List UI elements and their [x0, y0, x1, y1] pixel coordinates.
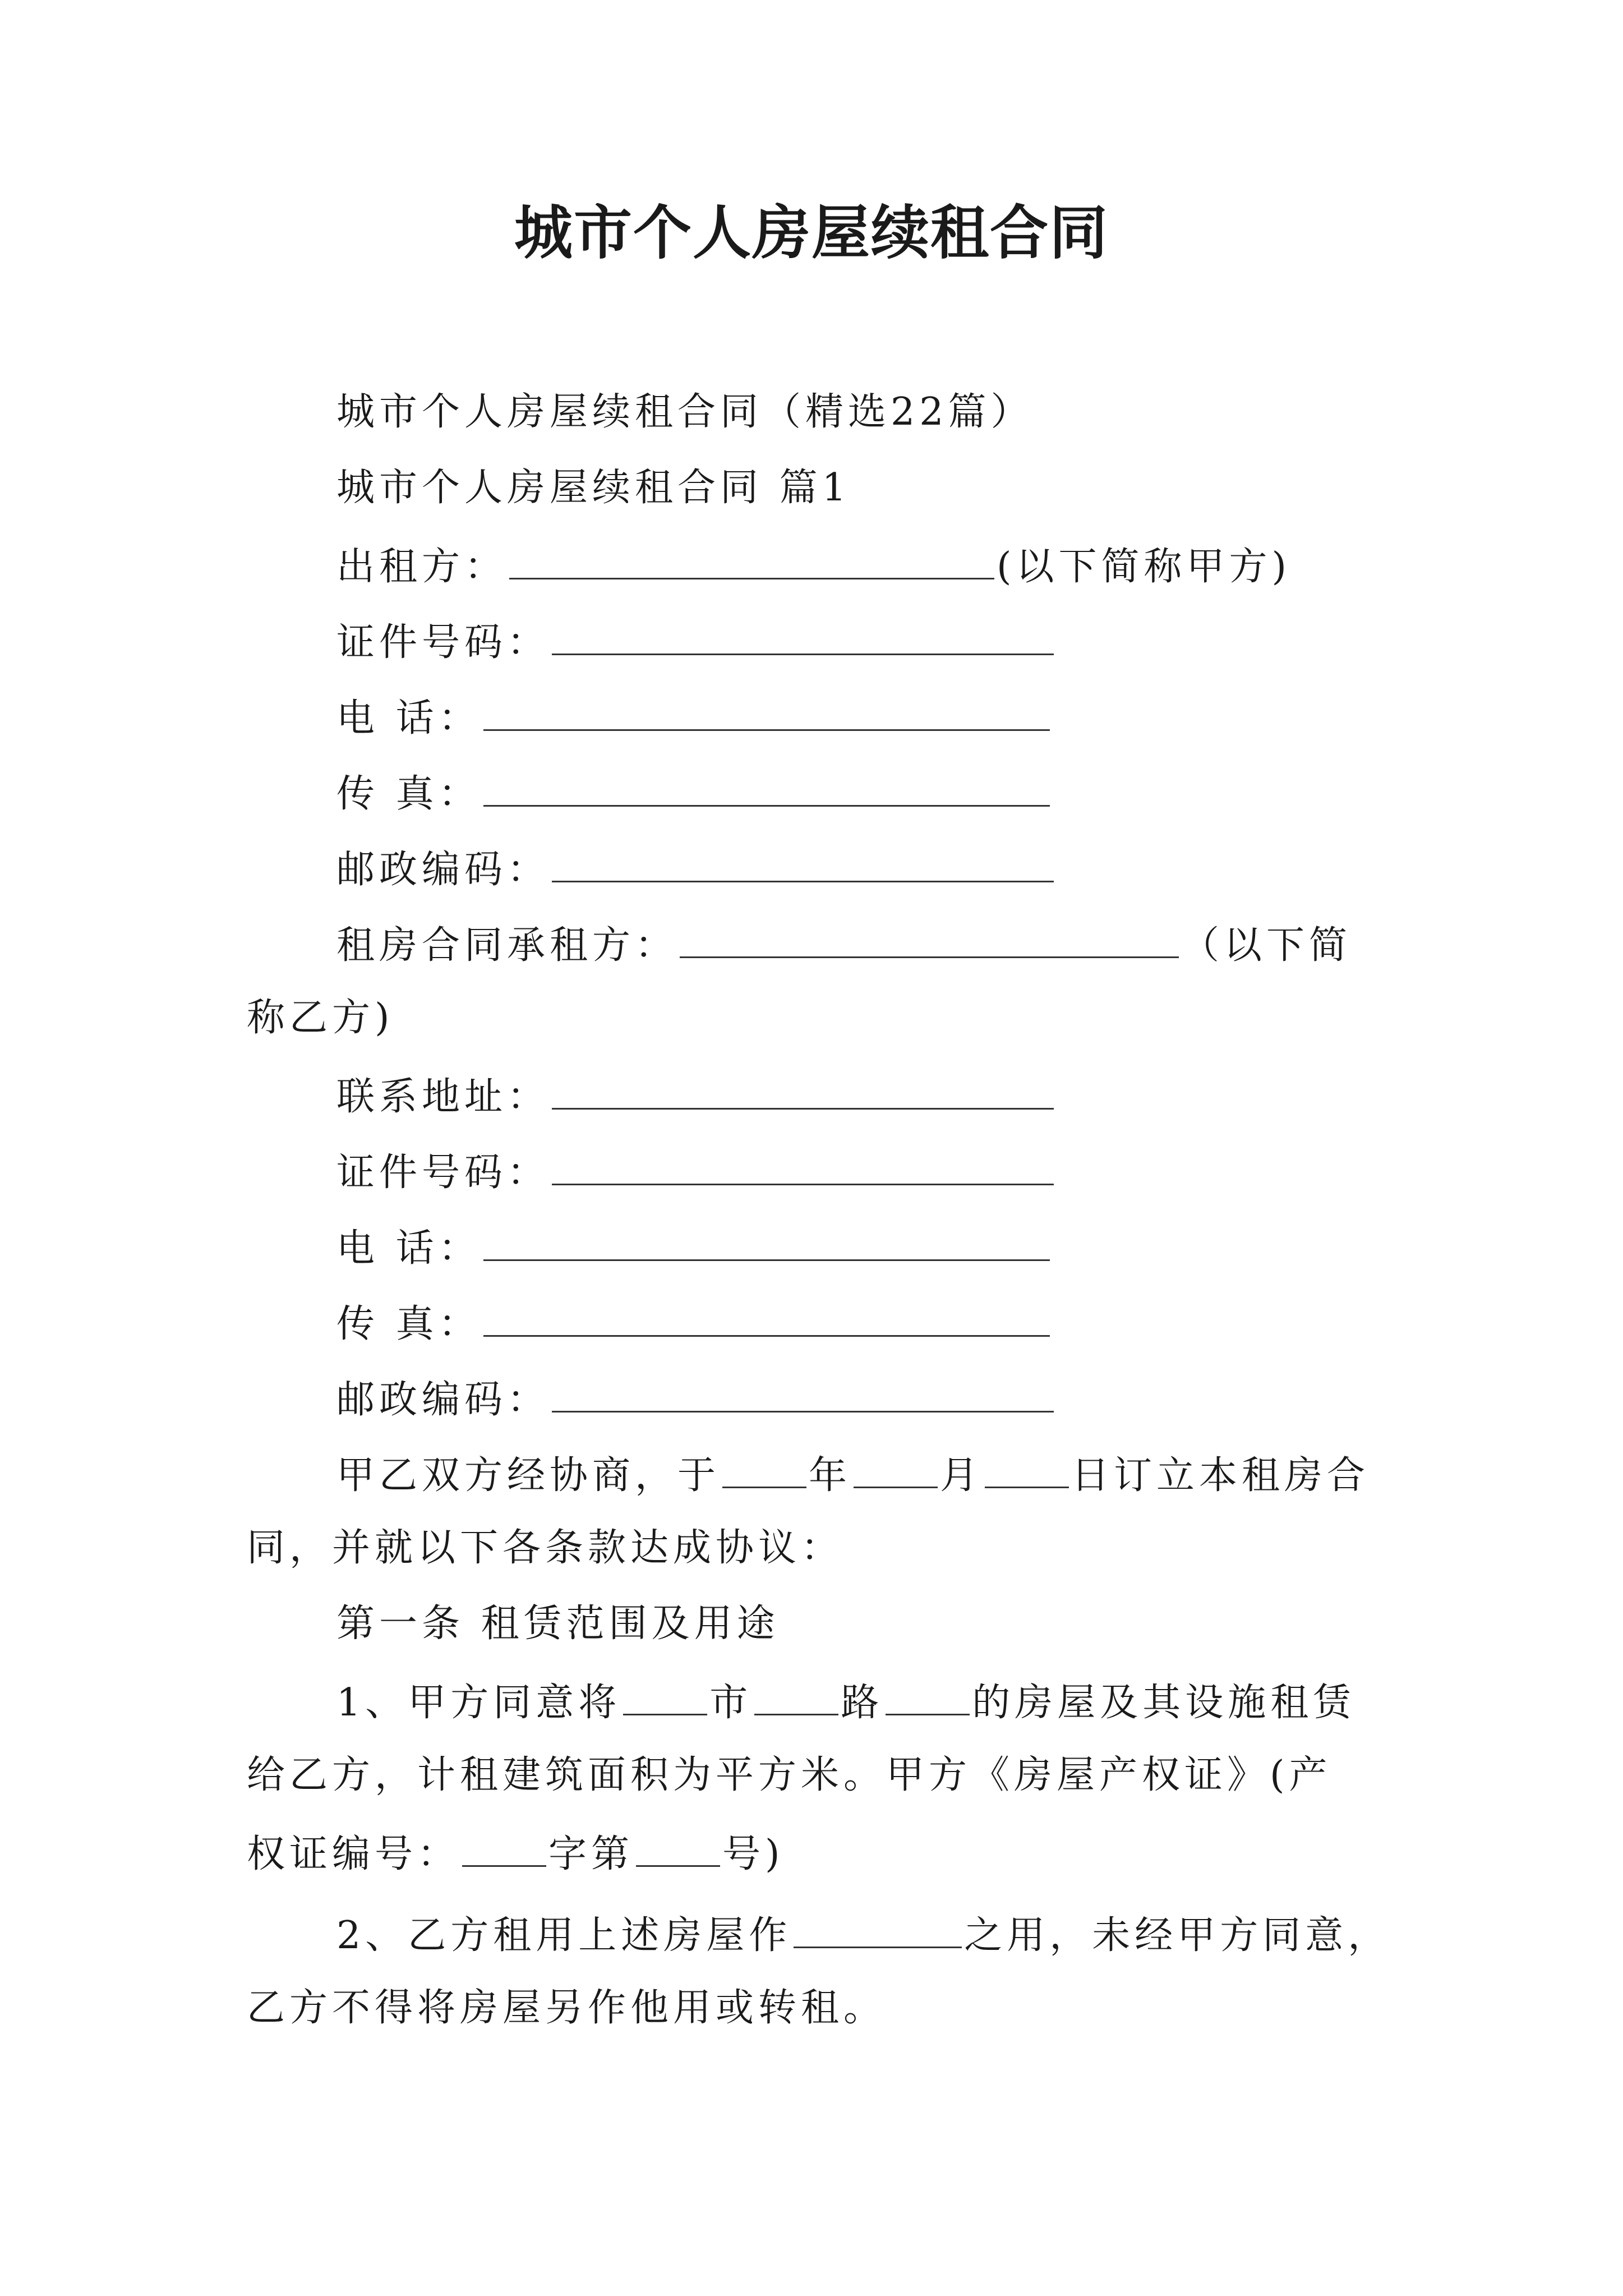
lessee-fax-label: 传 真： — [336, 1302, 481, 1346]
article1-item1-line3 — [247, 1826, 785, 1880]
lessor-id-blank — [552, 614, 1054, 655]
lessor-label: 出租方： — [336, 545, 508, 589]
lessor-id-line — [336, 614, 1056, 668]
number-blank — [886, 1674, 970, 1715]
road-blank — [754, 1674, 838, 1715]
item2-rest: 之用，未经甲方同意， — [964, 1913, 1391, 1958]
lessor-suffix: (以下简称甲方) — [997, 545, 1292, 589]
document-title: 城市个人房屋续租合同 — [514, 199, 1109, 267]
year-label: 年 — [809, 1453, 852, 1498]
lessor-id-label: 证件号码： — [336, 620, 550, 665]
month-label: 月 — [940, 1453, 983, 1498]
lessor-postal-label: 邮政编码： — [336, 848, 550, 892]
cert-no-label: 号) — [722, 1832, 785, 1876]
lessee-postal-blank — [552, 1372, 1054, 1412]
lessee-suffix-part2: 称乙方) — [247, 996, 394, 1040]
article1-item1-line1 — [336, 1674, 1355, 1728]
lessee-address-line — [336, 1069, 1056, 1122]
lessee-phone-blank — [483, 1220, 1050, 1261]
lessee-postal-line — [336, 1372, 1056, 1425]
lessor-fax-blank — [483, 766, 1050, 807]
city-label: 市 — [709, 1681, 753, 1725]
lessee-name-blank — [680, 917, 1179, 958]
cert-no-blank — [636, 1826, 720, 1867]
lessor-phone-label: 电 话： — [336, 696, 481, 740]
agreement-line-2: 同，并就以下各条款达成协议： — [247, 1526, 844, 1570]
lessee-label: 租房合同承租方： — [336, 923, 678, 968]
city-blank — [623, 1674, 707, 1715]
lessee-id-label: 证件号码： — [336, 1151, 550, 1195]
cert-char-blank — [462, 1826, 546, 1867]
lessee-address-label: 联系地址： — [336, 1075, 550, 1119]
item1-text: 1、甲方同意将 — [336, 1681, 621, 1725]
usage-blank — [794, 1907, 962, 1948]
lessee-suffix-part1: （以下简 — [1181, 923, 1352, 968]
lessee-id-line — [336, 1144, 1056, 1198]
lessor-postal-line — [336, 841, 1056, 895]
lessee-phone-label: 电 话： — [336, 1226, 481, 1271]
item1-rest: 的房屋及其设施租赁 — [972, 1681, 1356, 1725]
road-label: 路 — [841, 1681, 884, 1725]
subtitle: 城市个人房屋续租合同（精选22篇） — [336, 390, 1034, 434]
lessor-line — [336, 539, 1291, 592]
article1-item2-line2: 乙方不得将房屋另作他用或转租。 — [247, 1986, 887, 2030]
day-label: 日订立本租房合 — [1071, 1453, 1370, 1498]
lessor-postal-blank — [552, 841, 1054, 882]
month-blank — [854, 1447, 938, 1488]
section-heading: 城市个人房屋续租合同 篇1 — [336, 466, 851, 510]
lessee-postal-label: 邮政编码： — [336, 1378, 550, 1422]
lessee-fax-line — [336, 1296, 1052, 1350]
agreement-text: 甲乙双方经协商，于 — [336, 1453, 721, 1498]
cert-number-label: 权证编号： — [247, 1832, 460, 1876]
lessor-fax-label: 传 真： — [336, 772, 481, 816]
lessee-id-blank — [552, 1144, 1054, 1185]
lessee-line — [336, 917, 1352, 971]
agreement-line-1 — [336, 1447, 1370, 1501]
lessee-address-blank — [552, 1069, 1054, 1110]
article1-item2-line1 — [336, 1907, 1390, 1961]
lessor-phone-line — [336, 690, 1052, 744]
lessor-name-blank — [509, 539, 994, 579]
article1-heading: 第一条 租赁范围及用途 — [336, 1602, 780, 1646]
lessor-fax-line — [336, 766, 1052, 820]
article1-item1-line2: 给乙方，计租建筑面积为平方米。甲方《房屋产权证》(产 — [247, 1753, 1332, 1797]
year-blank — [722, 1447, 806, 1488]
lessor-phone-blank — [483, 690, 1050, 731]
lessee-fax-blank — [483, 1296, 1050, 1337]
cert-char-label: 字第 — [548, 1832, 634, 1876]
day-blank — [985, 1447, 1069, 1488]
lessee-phone-line — [336, 1220, 1052, 1274]
item2-text: 2、乙方租用上述房屋作 — [336, 1913, 792, 1958]
